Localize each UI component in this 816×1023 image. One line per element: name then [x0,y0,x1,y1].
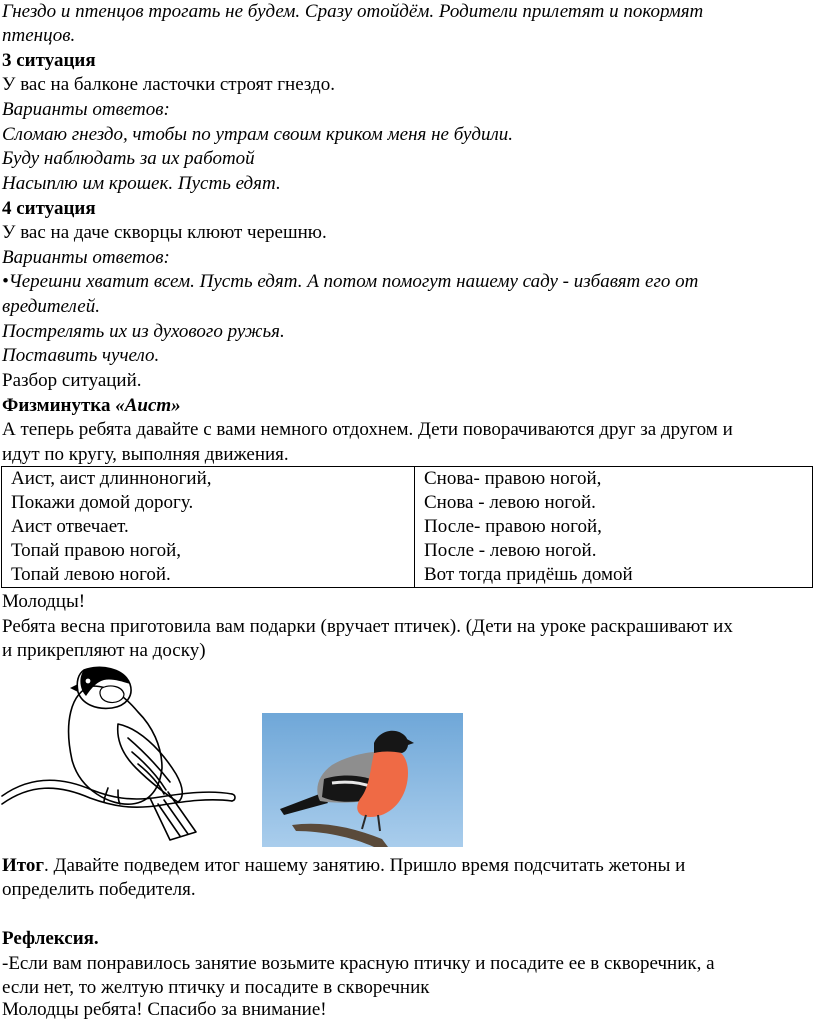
situation3-variants-label: Варианты ответов: [2,99,170,120]
poem-right-line: Вот тогда придёшь домой [424,564,633,585]
summary-line-2: определить победителя. [2,879,196,900]
situation4-text: У вас на даче скворцы клюют черешню. [2,222,327,243]
poem-right-line: Снова - левою ногой. [424,492,596,513]
fizminutka-heading-bold: Физминутка [2,395,116,416]
situation3-heading: 3 ситуация [2,50,96,71]
situation4-answer-2: Пострелять их из духового ружья. [2,321,285,342]
reflection-line-1: -Если вам понравилось занятие возьмите красную птичку и посадите ее в скворечник, а [2,953,715,974]
analysis-text: Разбор ситуаций. [2,370,142,391]
fizminutka-heading [2,394,181,419]
poem-left-line: Аист, аист длинноногий, [11,468,212,489]
poem-left-line: Топай левою ногой. [11,564,171,585]
intro-line-1: Гнездо и птенцов трогать не будем. Сразу отойдём. Родители прилетят и покормят [2,1,704,22]
fizminutka-heading-title: «Аист» [115,395,181,416]
fizminutka-intro-line-2: идут по кругу, выполняя движения. [2,444,289,465]
situation4-answer-1-line-2: вредителей. [2,296,100,317]
situation4-answer-3: Поставить чучело. [2,345,160,366]
praise-text: Молодцы! [2,591,86,612]
summary-text: . Давайте подведем итог нашему занятию. Пришло время подсчитать жетоны и [44,855,686,876]
gifts-line-2: и прикрепляют на доску) [2,640,206,661]
fizminutka-intro-line-1: А теперь ребята давайте с вами немного отдохнем. Дети поворачиваются друг за другом и [2,419,733,440]
poem-left-line: Аист отвечает. [11,516,129,537]
situation4-heading: 4 ситуация [2,198,96,219]
reflection-line-2: если нет, то желтую птичку и посадите в скворечник [2,977,430,998]
gifts-line-1: Ребята весна приготовила вам подарки (вручает птичек). (Дети на уроке раскрашивают их [2,616,733,637]
reflection-heading: Рефлексия. [2,928,99,949]
bullfinch-photo [262,713,463,847]
poem-left-line: Покажи домой дорогу. [11,492,194,513]
poem-right-line: После- правою ногой, [424,516,602,537]
closing-text: Молодцы ребята! Спасибо за внимание! [2,999,327,1020]
table-row [2,467,813,588]
poem-left-column [2,467,415,588]
situation3-answer-3: Насыплю им крошек. Пусть едят. [2,173,281,194]
poem-right-line: После - левою ногой. [424,540,597,561]
poem-left-line: Топай правою ногой, [11,540,181,561]
situation4-variants-label: Варианты ответов: [2,247,170,268]
situation3-answer-2: Буду наблюдать за их работой [2,148,255,169]
summary-line-1 [2,854,685,879]
bullfinch-outline-drawing [0,664,240,850]
situation3-answer-1: Сломаю гнездо, чтобы по утрам своим криком меня не будили. [2,124,514,145]
summary-label: Итог [2,855,44,876]
poem-table [1,466,813,588]
poem-right-column [415,467,813,588]
intro-line-2: птенцов. [2,25,76,46]
situation4-answer-1-line-1: •Черешни хватит всем. Пусть едят. А потом помогут нашему саду - избавят его от [2,271,699,292]
poem-right-line: Снова- правою ногой, [424,468,602,489]
situation3-text: У вас на балконе ласточки строят гнездо. [2,74,335,95]
